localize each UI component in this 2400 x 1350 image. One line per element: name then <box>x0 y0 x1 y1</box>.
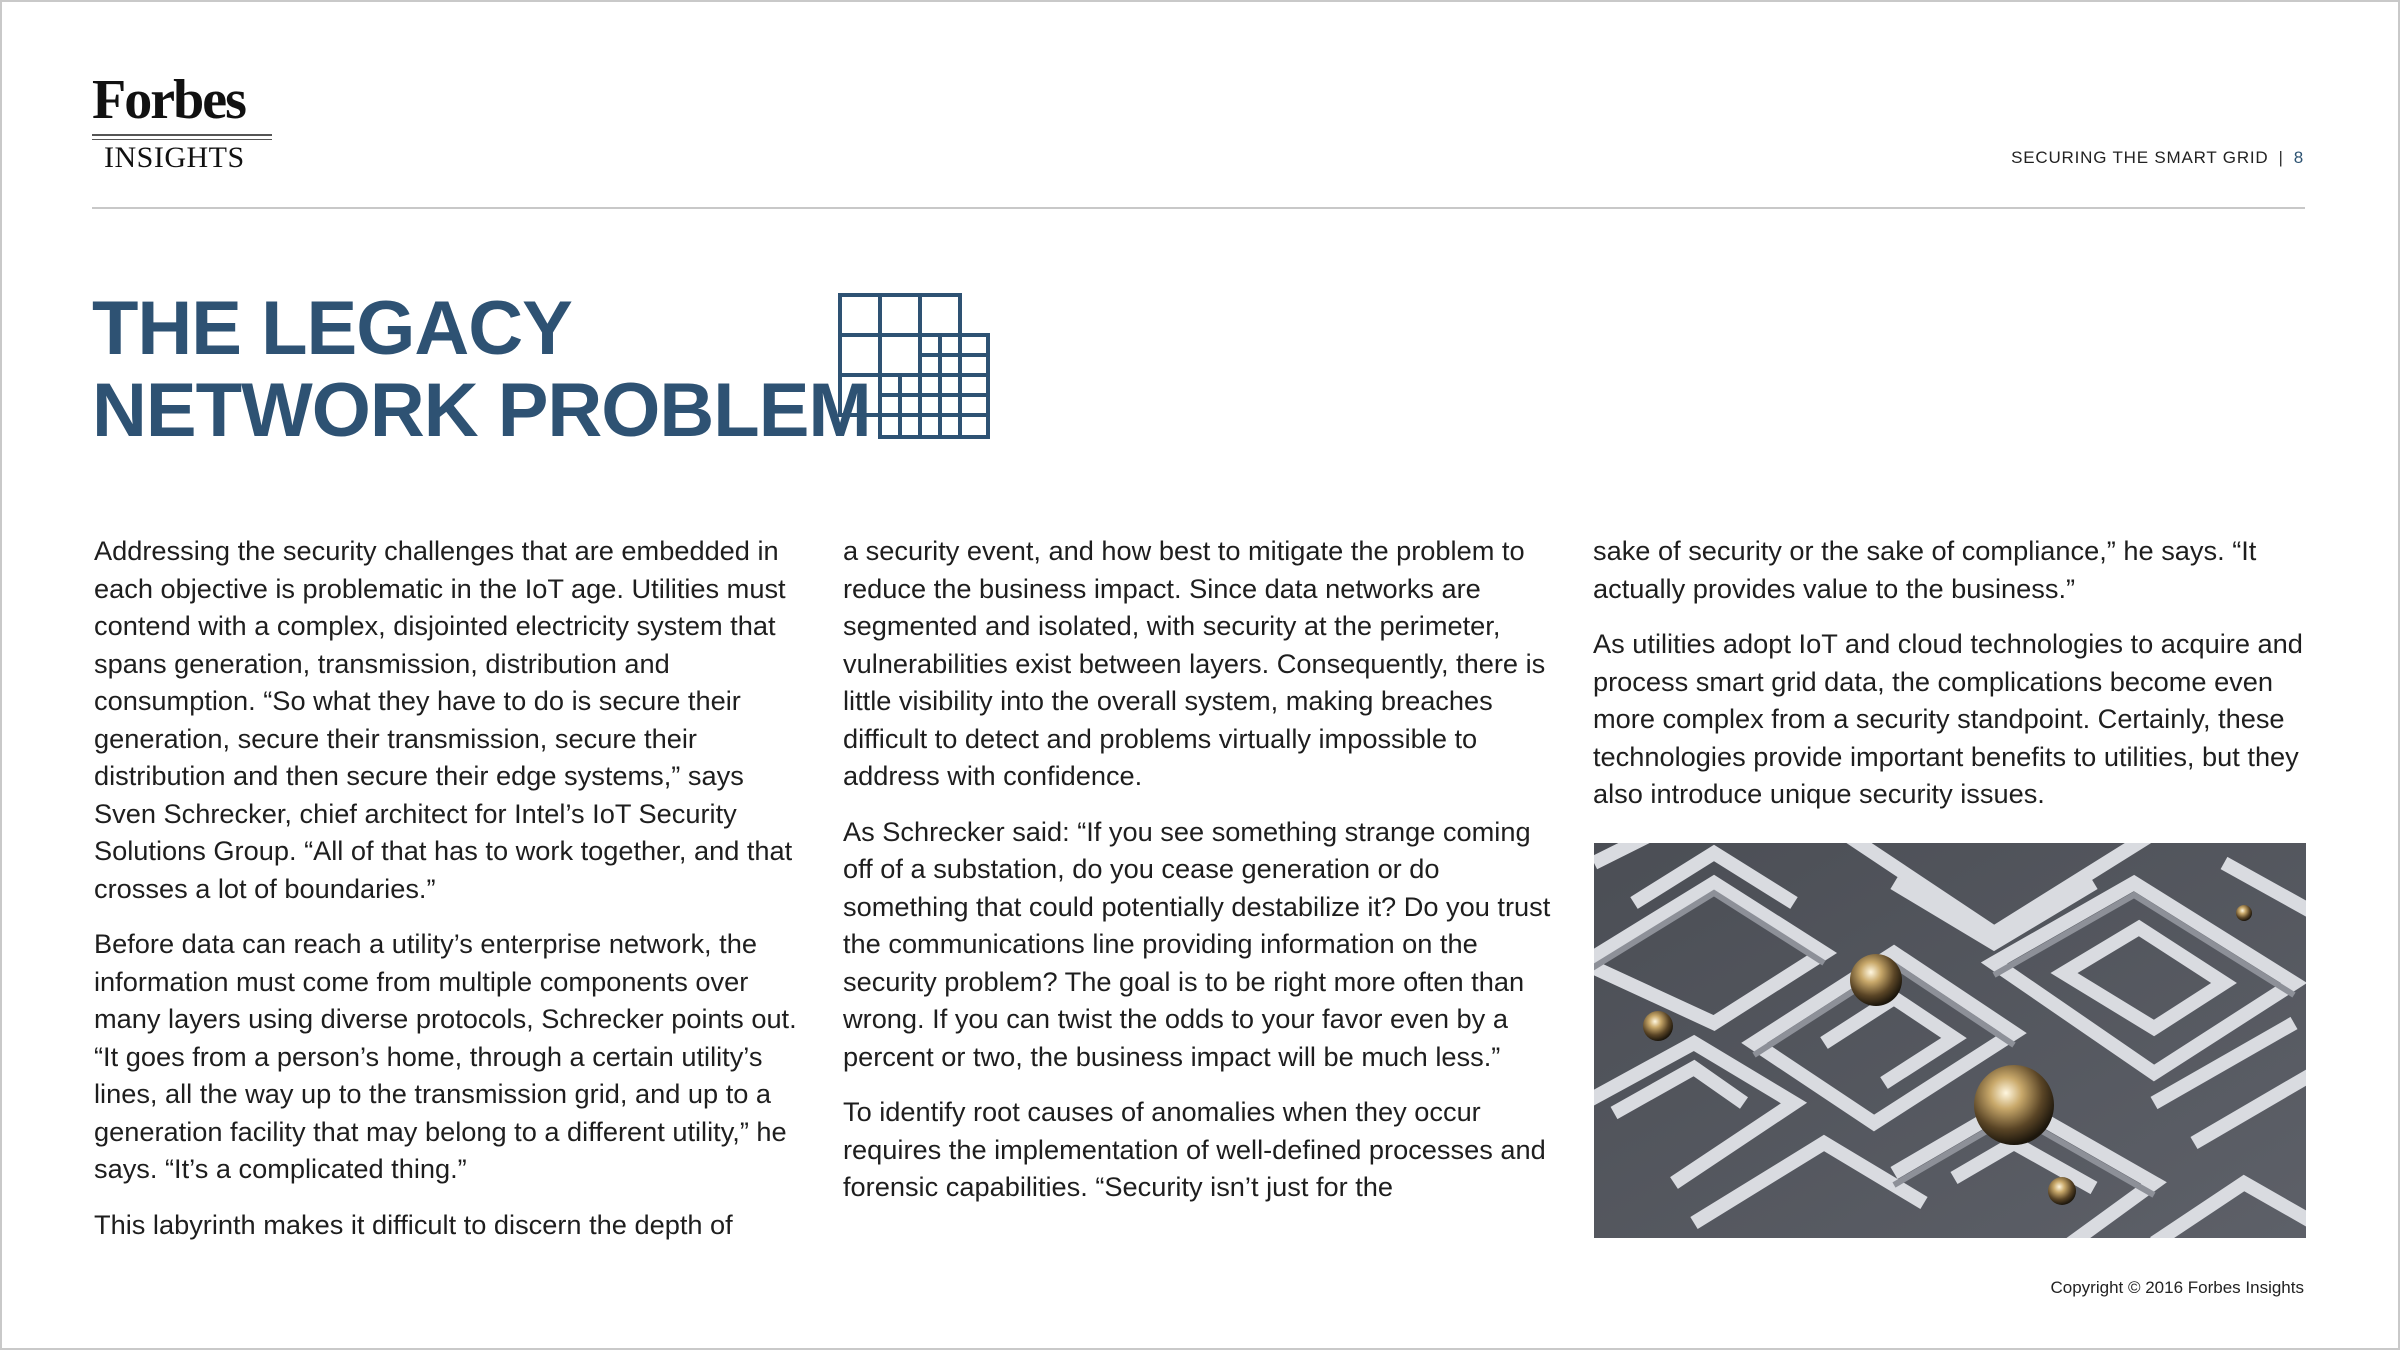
grid-blocks-icon <box>838 293 990 441</box>
logo-rule <box>92 134 272 136</box>
copyright-notice: Copyright © 2016 Forbes Insights <box>2050 1278 2304 1297</box>
paragraph: To identify root causes of anomalies when they occur requires the implementation of well-defined processes and forensic capabilities. “Security isn’t just for the <box>843 1096 1546 1202</box>
header-divider <box>92 207 2305 209</box>
paragraph: a security event, and how best to mitigate the problem to reduce the business impact. Since data networks are segmented and isolated, with security at the perimeter, vulnerabilities exist between layers. Consequently, there is little visibility into the overall system, making breaches difficult to detect and problems virtually impossible to address with confidence. <box>843 535 1546 791</box>
page-number: 8 <box>2293 148 2304 167</box>
text-column-2 <box>843 532 1555 1224</box>
logo-subtitle: INSIGHTS <box>104 141 245 174</box>
running-header <box>2011 148 2304 168</box>
paragraph: Before data can reach a utility’s enterprise network, the information must come from multiple components over many layers using diverse protocols, Schrecker points out. “It goes from a person’s home, through a certain utility’s lines, all the way up to the transmission grid, and up to a generation facility that may belong to a different utility,” he says. “It’s a complicated thing.” <box>94 928 797 1184</box>
paragraph: This labyrinth makes it difficult to discern the depth of <box>94 1208 733 1240</box>
paragraph: Addressing the security challenges that are embedded in each objective is problematic in the IoT age. Utilities must contend with a complex, disjointed electricity system that spans generation, transmission, distribution and consumption. “So what they have to do is secure their generation, secure their transmission, secure their distribution and then secure their edge systems,” says Sven Schrecker, chief architect for Intel’s IoT Security Solutions Group. “All of that has to work together, and that crosses a lot of boundaries.” <box>94 535 793 904</box>
section-name: SECURING THE SMART GRID <box>2011 148 2269 167</box>
maze-photo <box>1594 843 2306 1238</box>
forbes-insights-logo <box>92 69 272 176</box>
text-column-3 <box>1593 532 2305 831</box>
title-line-1: THE LEGACY <box>92 286 572 371</box>
header-separator: | <box>2278 148 2284 167</box>
text-column-1 <box>94 532 806 1261</box>
logo-wordmark: Forbes <box>92 69 245 131</box>
page-title <box>92 288 871 452</box>
paragraph: As utilities adopt IoT and cloud technologies to acquire and process smart grid data, the complications become even more complex from a security standpoint. Certainly, these technologies provide important benefits to utilities, but they also introduce unique security issues. <box>1593 628 2303 809</box>
paragraph: As Schrecker said: “If you see something strange coming off of a substation, do you cease generation or do something that could potentially destabilize it? Do you trust the communications line providing information on the security problem? The goal is to be right more often than wrong. If you can twist the odds to your favor even by a percent or two, the business impact will be much less.” <box>843 815 1551 1072</box>
title-line-2: NETWORK PROBLEM <box>92 368 871 453</box>
maze-illustration <box>1594 843 2306 1238</box>
paragraph: sake of security or the sake of compliance,” he says. “It actually provides value to the business.” <box>1593 535 2257 604</box>
